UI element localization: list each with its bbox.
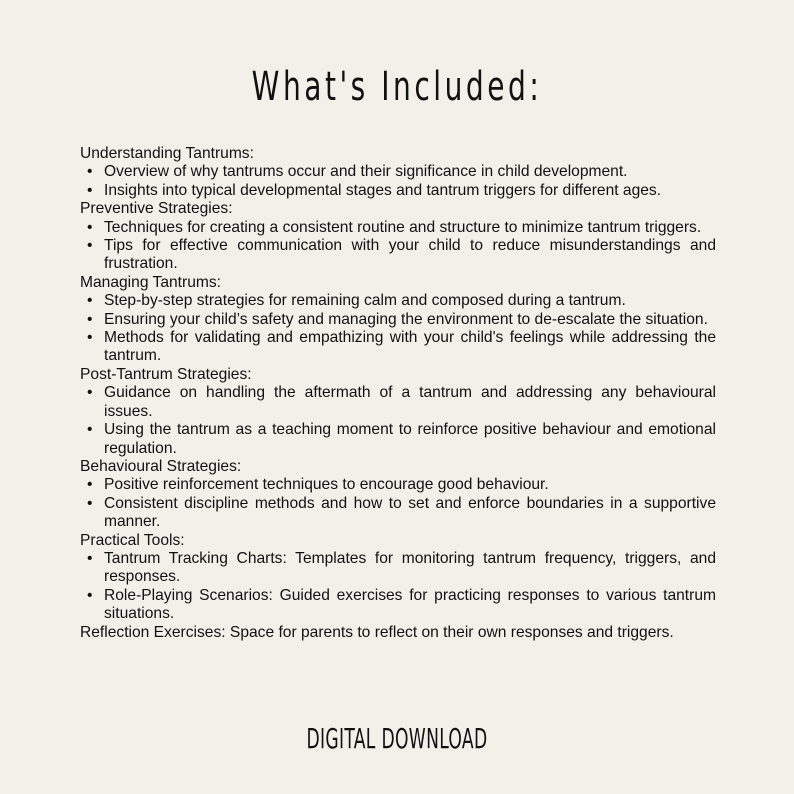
section-heading: Behavioural Strategies: <box>80 457 242 475</box>
list-item: • Tantrum Tracking Charts: Templates for monitoring tantrum frequency, triggers, and responses. <box>104 550 716 587</box>
section-heading: Preventive Strategies: <box>80 200 233 218</box>
bullet-list <box>80 219 716 274</box>
reflection-exercises-text: Reflection Exercises: Space for parents to reflect on their own responses and triggers. <box>80 623 674 641</box>
list-item: • Overview of why tantrums occur and their significance in child development. <box>104 163 716 181</box>
list-item: • Role-Playing Scenarios: Guided exercises for practicing responses to various tantrum situations. <box>104 587 716 624</box>
bullet-list <box>80 292 716 366</box>
section-post-tantrum-strategies <box>80 366 716 458</box>
bullet-list <box>80 550 716 624</box>
list-item: • Insights into typical developmental stages and tantrum triggers for different ages. <box>104 182 716 200</box>
list-item: • Ensuring your child’s safety and managing the environment to de-escalate the situation. <box>104 311 716 329</box>
list-item: • Methods for validating and empathizing with your child's feelings while addressing the tantrum. <box>104 329 716 366</box>
list-item: • Tips for effective communication with your child to reduce misunderstandings and frustration. <box>104 237 716 274</box>
section-behavioural-strategies <box>80 458 716 532</box>
list-item: • Techniques for creating a consistent routine and structure to minimize tantrum triggers. <box>104 219 716 237</box>
list-item: • Guidance on handling the aftermath of a tantrum and addressing any behavioural issues. <box>104 384 716 421</box>
section-understanding-tantrums <box>80 145 716 200</box>
section-heading: Post-Tantrum Strategies: <box>80 365 252 383</box>
section-heading: Understanding Tantrums: <box>80 145 254 162</box>
bullet-list <box>80 163 716 200</box>
section-preventive-strategies <box>80 200 716 274</box>
digital-download-label: DIGITAL DOWNLOAD <box>306 722 488 755</box>
list-item: • Positive reinforcement techniques to encourage good behaviour. <box>104 476 716 494</box>
bullet-list <box>80 476 716 531</box>
list-item: • Consistent discipline methods and how to set and enforce boundaries in a supportive manner. <box>104 495 716 532</box>
bullet-list <box>80 384 716 458</box>
section-practical-tools <box>80 532 716 624</box>
section-managing-tantrums <box>80 274 716 366</box>
section-heading: Managing Tantrums: <box>80 273 221 291</box>
page-title: What's Included: <box>251 64 543 110</box>
included-content <box>80 145 716 642</box>
list-item: • Using the tantrum as a teaching moment to reinforce positive behaviour and emotional regulation. <box>104 421 716 458</box>
section-heading: Practical Tools: <box>80 531 185 549</box>
list-item: • Step-by-step strategies for remaining calm and composed during a tantrum. <box>104 292 716 310</box>
